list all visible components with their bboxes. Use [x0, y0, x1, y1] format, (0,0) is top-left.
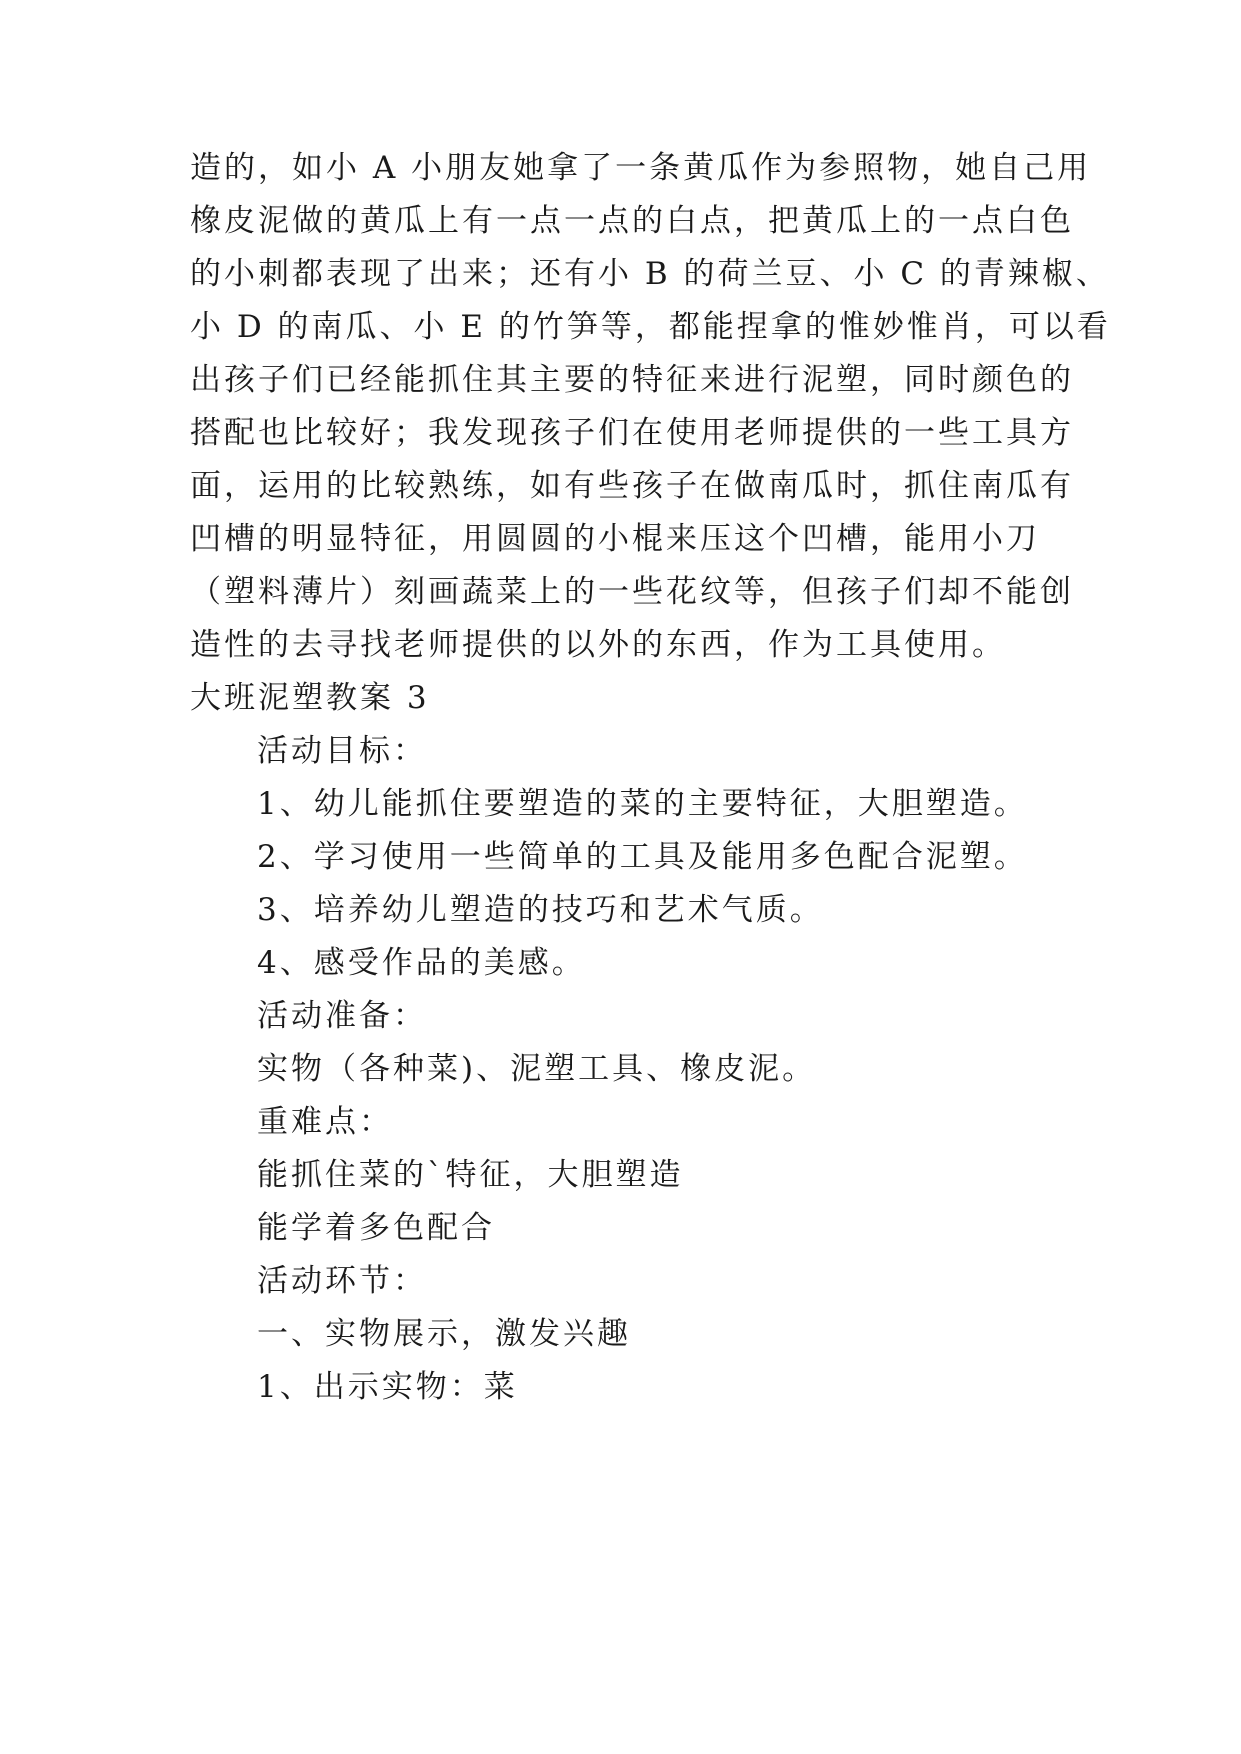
paragraph-line: 造性的去寻找老师提供的以外的东西，作为工具使用。: [190, 627, 1006, 663]
section-title: 大班泥塑教案 3: [190, 680, 430, 716]
paragraph-line: 橡皮泥做的黄瓜上有一点一点的白点，把黄瓜上的一点白色: [190, 203, 1074, 239]
goal-item: 4、感受作品的美感。: [257, 945, 586, 981]
key-point: 能抓住菜的`特征，大胆塑造: [257, 1157, 684, 1193]
steps-heading: 活动环节：: [257, 1263, 427, 1299]
paragraph-line: 凹槽的明显特征，用圆圆的小棍来压这个凹槽，能用小刀: [190, 521, 1040, 557]
paragraph-line: 造的，如小 A 小朋友她拿了一条黄瓜作为参照物，她自己用: [190, 150, 1092, 186]
paragraph-line: 的小刺都表现了出来；还有小 B 的荷兰豆、小 C 的青辣椒、: [190, 256, 1110, 292]
paragraph-line: 搭配也比较好；我发现孩子们在使用老师提供的一些工具方: [190, 415, 1074, 451]
step-item: 1、出示实物：菜: [257, 1369, 518, 1405]
paragraph-line: 面，运用的比较熟练，如有些孩子在做南瓜时，抓住南瓜有: [190, 468, 1074, 504]
prep-text: 实物（各种菜)、泥塑工具、橡皮泥。: [257, 1051, 817, 1087]
key-heading: 重难点：: [257, 1104, 393, 1140]
paragraph-line: 出孩子们已经能抓住其主要的特征来进行泥塑，同时颜色的: [190, 362, 1074, 398]
paragraph-line: 小 D 的南瓜、小 E 的竹笋等，都能捏拿的惟妙惟肖，可以看: [190, 309, 1111, 345]
goal-item: 3、培养幼儿塑造的技巧和艺术气质。: [257, 892, 824, 928]
prep-heading: 活动准备：: [257, 998, 427, 1034]
step-heading: 一、实物展示，激发兴趣: [257, 1316, 631, 1352]
goal-item: 2、学习使用一些简单的工具及能用多色配合泥塑。: [257, 839, 1028, 875]
paragraph-line: （塑料薄片）刻画蔬菜上的一些花纹等，但孩子们却不能创: [190, 574, 1074, 610]
goals-heading: 活动目标：: [257, 733, 427, 769]
key-point: 能学着多色配合: [257, 1210, 495, 1246]
goal-item: 1、幼儿能抓住要塑造的菜的主要特征，大胆塑造。: [257, 786, 1028, 822]
